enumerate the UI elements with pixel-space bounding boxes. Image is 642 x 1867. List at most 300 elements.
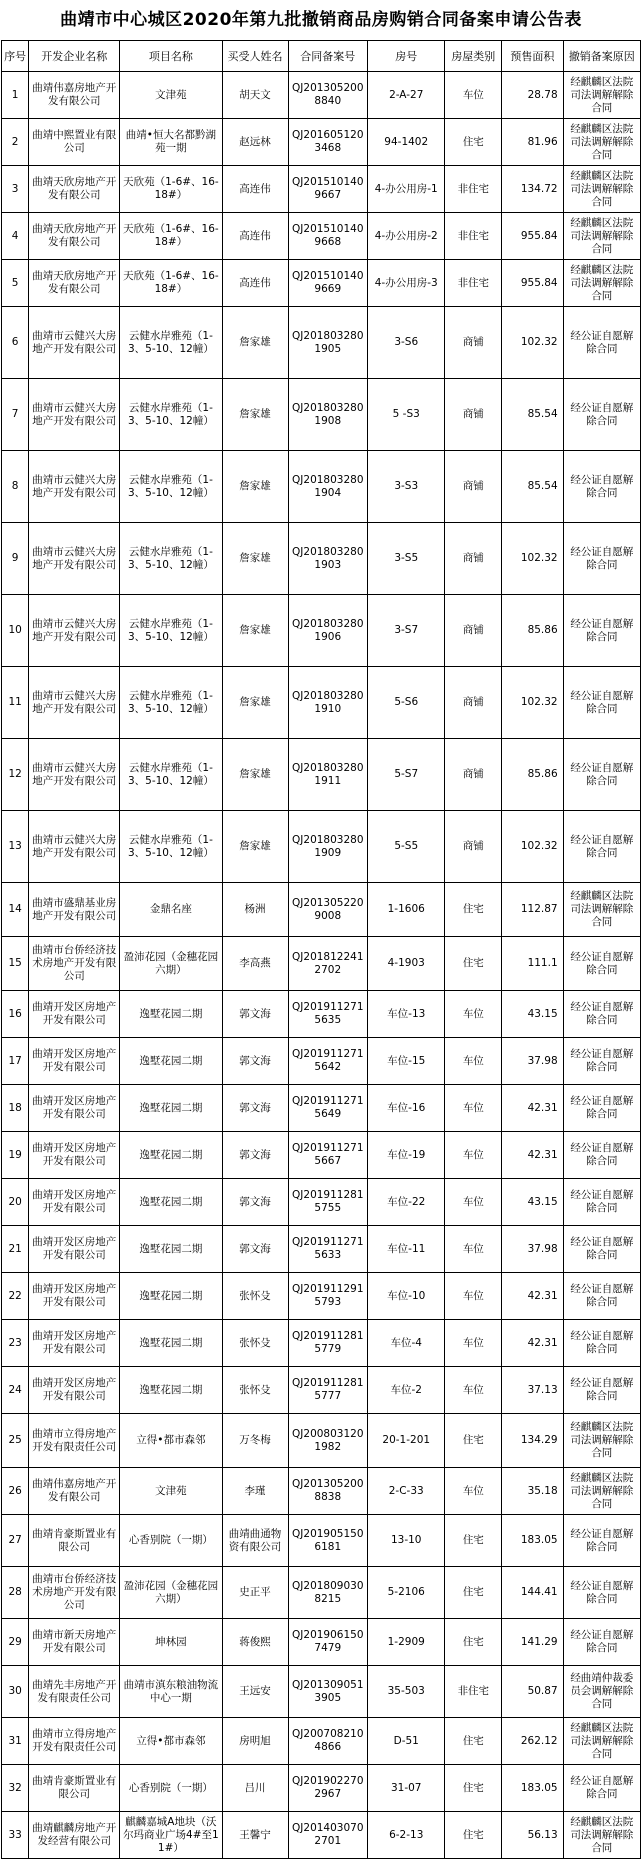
area-cell: 37.98 <box>502 1038 563 1085</box>
project-cell: 云健水岸雅苑（1-3、5-10、12幢） <box>120 595 222 667</box>
room-number-cell: 1-2909 <box>368 1619 445 1666</box>
buyer-cell: 蒋俊熙 <box>222 1619 288 1666</box>
row-number: 18 <box>2 1085 29 1132</box>
reason-cell: 经麒麟区法院司法调解解除合同 <box>563 213 640 260</box>
row-number: 13 <box>2 811 29 883</box>
table-row <box>2 1414 641 1468</box>
buyer-cell: 郭文海 <box>222 1179 288 1226</box>
row-number: 6 <box>2 307 29 379</box>
buyer-cell: 万冬梅 <box>222 1414 288 1468</box>
room-number-cell: 车位-15 <box>368 1038 445 1085</box>
area-cell: 112.87 <box>502 883 563 937</box>
room-number-cell: 车位-11 <box>368 1226 445 1273</box>
property-type-cell: 商铺 <box>445 523 502 595</box>
reason-cell: 经公证自愿解除合同 <box>563 1038 640 1085</box>
developer-cell: 曲靖天欣房地产开发有限公司 <box>29 213 120 260</box>
room-number-cell: 4-办公用房-2 <box>368 213 445 260</box>
row-number: 26 <box>2 1468 29 1515</box>
room-number-cell: 4-办公用房-3 <box>368 260 445 307</box>
area-cell: 111.1 <box>502 937 563 991</box>
row-number: 32 <box>2 1765 29 1812</box>
developer-cell: 曲靖伟嘉房地产开发有限公司 <box>29 72 120 119</box>
developer-cell: 曲靖开发区房地产开发有限公司 <box>29 1038 120 1085</box>
area-cell: 85.54 <box>502 451 563 523</box>
row-number: 27 <box>2 1515 29 1567</box>
reason-cell: 经麒麟区法院司法调解解除合同 <box>563 1414 640 1468</box>
property-type-cell: 车位 <box>445 72 502 119</box>
developer-cell: 曲靖肯豪斯置业有限公司 <box>29 1515 120 1567</box>
property-type-cell: 商铺 <box>445 379 502 451</box>
project-cell: 云健水岸雅苑（1-3、5-10、12幢） <box>120 811 222 883</box>
table-row <box>2 1367 641 1414</box>
project-cell: 立得•都市森邻 <box>120 1718 222 1765</box>
row-number: 17 <box>2 1038 29 1085</box>
column-header: 房屋类别 <box>445 41 502 72</box>
table-row <box>2 213 641 260</box>
table-row <box>2 991 641 1038</box>
column-header: 序号 <box>2 41 29 72</box>
reason-cell: 经公证自愿解除合同 <box>563 1765 640 1812</box>
reason-cell: 经公证自愿解除合同 <box>563 1567 640 1619</box>
room-number-cell: 4-1903 <box>368 937 445 991</box>
room-number-cell: 车位-16 <box>368 1085 445 1132</box>
table-row <box>2 811 641 883</box>
property-type-cell: 车位 <box>445 1038 502 1085</box>
contract-number-cell: QJ2018032801909 <box>288 811 368 883</box>
room-number-cell: 1-1606 <box>368 883 445 937</box>
contract-number-cell: QJ2019022702967 <box>288 1765 368 1812</box>
buyer-cell: 高连伟 <box>222 260 288 307</box>
room-number-cell: 3-S6 <box>368 307 445 379</box>
area-cell: 955.84 <box>502 260 563 307</box>
room-number-cell: 车位-13 <box>368 991 445 1038</box>
reason-cell: 经公证自愿解除合同 <box>563 451 640 523</box>
table-row <box>2 1812 641 1859</box>
room-number-cell: 2-A-27 <box>368 72 445 119</box>
property-type-cell: 住宅 <box>445 1567 502 1619</box>
reason-cell: 经公证自愿解除合同 <box>563 991 640 1038</box>
row-number: 2 <box>2 119 29 166</box>
table-row <box>2 166 641 213</box>
developer-cell: 曲靖开发区房地产开发有限公司 <box>29 1085 120 1132</box>
contract-number-cell: QJ2007082104866 <box>288 1718 368 1765</box>
reason-cell: 经公证自愿解除合同 <box>563 1179 640 1226</box>
row-number: 3 <box>2 166 29 213</box>
buyer-cell: 詹家雄 <box>222 811 288 883</box>
table-row <box>2 1226 641 1273</box>
area-cell: 50.87 <box>502 1666 563 1718</box>
developer-cell: 曲靖市云健兴大房地产开发有限公司 <box>29 379 120 451</box>
developer-cell: 曲靖市云健兴大房地产开发有限公司 <box>29 739 120 811</box>
property-type-cell: 非住宅 <box>445 166 502 213</box>
project-cell: 云健水岸雅苑（1-3、5-10、12幢） <box>120 451 222 523</box>
reason-cell: 经公证自愿解除合同 <box>563 1132 640 1179</box>
row-number: 10 <box>2 595 29 667</box>
area-cell: 85.54 <box>502 379 563 451</box>
developer-cell: 曲靖市台侨经济技术房地产开发有限公司 <box>29 1567 120 1619</box>
project-cell: 心香别院（一期） <box>120 1515 222 1567</box>
project-cell: 逸墅花园二期 <box>120 1320 222 1367</box>
area-cell: 42.31 <box>502 1273 563 1320</box>
property-type-cell: 住宅 <box>445 119 502 166</box>
contract-number-cell: QJ2018032801903 <box>288 523 368 595</box>
property-type-cell: 商铺 <box>445 451 502 523</box>
room-number-cell: 3-S7 <box>368 595 445 667</box>
developer-cell: 曲靖市云健兴大房地产开发有限公司 <box>29 307 120 379</box>
table-row <box>2 739 641 811</box>
table-row <box>2 451 641 523</box>
contract-number-cell: QJ2015101409668 <box>288 213 368 260</box>
table-row <box>2 1567 641 1619</box>
contract-number-cell: QJ2013052209008 <box>288 883 368 937</box>
table-row <box>2 119 641 166</box>
table-row <box>2 1132 641 1179</box>
table-row <box>2 1619 641 1666</box>
buyer-cell: 张怀殳 <box>222 1367 288 1414</box>
contract-number-cell: QJ2019112815779 <box>288 1320 368 1367</box>
property-type-cell: 车位 <box>445 1179 502 1226</box>
project-cell: 逸墅花园二期 <box>120 1179 222 1226</box>
row-number: 23 <box>2 1320 29 1367</box>
reason-cell: 经公证自愿解除合同 <box>563 667 640 739</box>
row-number: 16 <box>2 991 29 1038</box>
area-cell: 35.18 <box>502 1468 563 1515</box>
area-cell: 134.72 <box>502 166 563 213</box>
property-type-cell: 住宅 <box>445 1515 502 1567</box>
property-type-cell: 车位 <box>445 1132 502 1179</box>
buyer-cell: 高连伟 <box>222 213 288 260</box>
contract-number-cell: QJ2018032801904 <box>288 451 368 523</box>
buyer-cell: 郭文海 <box>222 1038 288 1085</box>
buyer-cell: 张怀殳 <box>222 1320 288 1367</box>
contract-number-cell: QJ2019061507479 <box>288 1619 368 1666</box>
reason-cell: 经公证自愿解除合同 <box>563 1619 640 1666</box>
area-cell: 43.15 <box>502 991 563 1038</box>
developer-cell: 曲靖开发区房地产开发有限公司 <box>29 1273 120 1320</box>
project-cell: 盈沛花园（金穗花园六期） <box>120 937 222 991</box>
property-type-cell: 车位 <box>445 991 502 1038</box>
developer-cell: 曲靖先丰房地产开发有限责任公司 <box>29 1666 120 1718</box>
contract-number-cell: QJ2018032801908 <box>288 379 368 451</box>
reason-cell: 经麒麟区法院司法调解解除合同 <box>563 119 640 166</box>
project-cell: 天欣苑（1-6#、16-18#） <box>120 213 222 260</box>
contract-number-cell: QJ2019112715649 <box>288 1085 368 1132</box>
room-number-cell: 3-S3 <box>368 451 445 523</box>
table-row <box>2 1038 641 1085</box>
project-cell: 云健水岸雅苑（1-3、5-10、12幢） <box>120 379 222 451</box>
area-cell: 56.13 <box>502 1812 563 1859</box>
reason-cell: 经麒麟区法院司法调解解除合同 <box>563 72 640 119</box>
developer-cell: 曲靖开发区房地产开发有限公司 <box>29 1132 120 1179</box>
property-type-cell: 商铺 <box>445 811 502 883</box>
buyer-cell: 李高燕 <box>222 937 288 991</box>
project-cell: 盈沛花园（金穗花园六期） <box>120 1567 222 1619</box>
buyer-cell: 杨洲 <box>222 883 288 937</box>
property-type-cell: 车位 <box>445 1273 502 1320</box>
table-row <box>2 523 641 595</box>
property-type-cell: 车位 <box>445 1226 502 1273</box>
row-number: 25 <box>2 1414 29 1468</box>
buyer-cell: 詹家雄 <box>222 451 288 523</box>
column-header: 项目名称 <box>120 41 222 72</box>
contract-number-cell: QJ2016051203468 <box>288 119 368 166</box>
reason-cell: 经麒麟区法院司法调解解除合同 <box>563 883 640 937</box>
room-number-cell: 4-办公用房-1 <box>368 166 445 213</box>
buyer-cell: 詹家雄 <box>222 307 288 379</box>
table-row <box>2 72 641 119</box>
project-cell: 天欣苑（1-6#、16-18#） <box>120 260 222 307</box>
project-cell: 立得•都市森邻 <box>120 1414 222 1468</box>
property-type-cell: 非住宅 <box>445 213 502 260</box>
table-row <box>2 1273 641 1320</box>
row-number: 30 <box>2 1666 29 1718</box>
column-header: 撤销备案原因 <box>563 41 640 72</box>
area-cell: 141.29 <box>502 1619 563 1666</box>
project-cell: 心香别院（一期） <box>120 1765 222 1812</box>
developer-cell: 曲靖麒麟房地产开发经营有限公司 <box>29 1812 120 1859</box>
buyer-cell: 赵远林 <box>222 119 288 166</box>
contract-number-cell: QJ2015101409669 <box>288 260 368 307</box>
contract-number-cell: QJ2019112815777 <box>288 1367 368 1414</box>
buyer-cell: 詹家雄 <box>222 739 288 811</box>
area-cell: 102.32 <box>502 307 563 379</box>
property-type-cell: 住宅 <box>445 1414 502 1468</box>
area-cell: 183.05 <box>502 1765 563 1812</box>
area-cell: 42.31 <box>502 1320 563 1367</box>
property-type-cell: 商铺 <box>445 307 502 379</box>
buyer-cell: 詹家雄 <box>222 595 288 667</box>
project-cell: 云健水岸雅苑（1-3、5-10、12幢） <box>120 739 222 811</box>
property-type-cell: 住宅 <box>445 1718 502 1765</box>
buyer-cell: 郭文海 <box>222 1132 288 1179</box>
table-header-row <box>2 41 641 72</box>
reason-cell: 经公证自愿解除合同 <box>563 811 640 883</box>
buyer-cell: 曲靖曲通物资有限公司 <box>222 1515 288 1567</box>
project-cell: 文津苑 <box>120 72 222 119</box>
table-row <box>2 1320 641 1367</box>
table-row <box>2 667 641 739</box>
area-cell: 102.32 <box>502 523 563 595</box>
property-type-cell: 非住宅 <box>445 1666 502 1718</box>
row-number: 7 <box>2 379 29 451</box>
area-cell: 42.31 <box>502 1085 563 1132</box>
developer-cell: 曲靖中熙置业有限公司 <box>29 119 120 166</box>
reason-cell: 经公证自愿解除合同 <box>563 739 640 811</box>
row-number: 28 <box>2 1567 29 1619</box>
table-row <box>2 260 641 307</box>
property-type-cell: 商铺 <box>445 667 502 739</box>
row-number: 24 <box>2 1367 29 1414</box>
area-cell: 85.86 <box>502 595 563 667</box>
reason-cell: 经公证自愿解除合同 <box>563 595 640 667</box>
table-row <box>2 307 641 379</box>
row-number: 12 <box>2 739 29 811</box>
room-number-cell: 车位-2 <box>368 1367 445 1414</box>
room-number-cell: 车位-22 <box>368 1179 445 1226</box>
reason-cell: 经公证自愿解除合同 <box>563 1273 640 1320</box>
property-type-cell: 车位 <box>445 1468 502 1515</box>
property-type-cell: 车位 <box>445 1367 502 1414</box>
property-type-cell: 住宅 <box>445 883 502 937</box>
buyer-cell: 王馨宁 <box>222 1812 288 1859</box>
buyer-cell: 郭文海 <box>222 1085 288 1132</box>
developer-cell: 曲靖开发区房地产开发有限公司 <box>29 1179 120 1226</box>
reason-cell: 经公证自愿解除合同 <box>563 379 640 451</box>
announcement-table <box>1 40 641 1859</box>
project-cell: 天欣苑（1-6#、16-18#） <box>120 166 222 213</box>
developer-cell: 曲靖开发区房地产开发有限公司 <box>29 991 120 1038</box>
developer-cell: 曲靖开发区房地产开发有限公司 <box>29 1367 120 1414</box>
buyer-cell: 詹家雄 <box>222 667 288 739</box>
reason-cell: 经麒麟区法院司法调解解除合同 <box>563 1468 640 1515</box>
row-number: 19 <box>2 1132 29 1179</box>
developer-cell: 曲靖市立得房地产开发有限责任公司 <box>29 1414 120 1468</box>
contract-number-cell: QJ2019112715633 <box>288 1226 368 1273</box>
property-type-cell: 住宅 <box>445 1812 502 1859</box>
table-row <box>2 883 641 937</box>
developer-cell: 曲靖开发区房地产开发有限公司 <box>29 1226 120 1273</box>
row-number: 14 <box>2 883 29 937</box>
buyer-cell: 郭文海 <box>222 991 288 1038</box>
project-cell: 云健水岸雅苑（1-3、5-10、12幢） <box>120 667 222 739</box>
project-cell: 坤林园 <box>120 1619 222 1666</box>
table-row <box>2 1718 641 1765</box>
project-cell: 逸墅花园二期 <box>120 1367 222 1414</box>
developer-cell: 曲靖市云健兴大房地产开发有限公司 <box>29 667 120 739</box>
project-cell: 云健水岸雅苑（1-3、5-10、12幢） <box>120 307 222 379</box>
room-number-cell: 5-S7 <box>368 739 445 811</box>
reason-cell: 经麒麟区法院司法调解解除合同 <box>563 1718 640 1765</box>
contract-number-cell: QJ2018090308215 <box>288 1567 368 1619</box>
developer-cell: 曲靖市云健兴大房地产开发有限公司 <box>29 451 120 523</box>
contract-number-cell: QJ2013052008838 <box>288 1468 368 1515</box>
reason-cell: 经麒麟区法院司法调解解除合同 <box>563 260 640 307</box>
row-number: 11 <box>2 667 29 739</box>
project-cell: 逸墅花园二期 <box>120 1226 222 1273</box>
buyer-cell: 胡天文 <box>222 72 288 119</box>
reason-cell: 经公证自愿解除合同 <box>563 523 640 595</box>
reason-cell: 经麒麟区法院司法调解解除合同 <box>563 166 640 213</box>
table-row <box>2 1468 641 1515</box>
area-cell: 85.86 <box>502 739 563 811</box>
buyer-cell: 李瑾 <box>222 1468 288 1515</box>
project-cell: 逸墅花园二期 <box>120 991 222 1038</box>
room-number-cell: 5-S5 <box>368 811 445 883</box>
area-cell: 134.29 <box>502 1414 563 1468</box>
developer-cell: 曲靖市云健兴大房地产开发有限公司 <box>29 811 120 883</box>
project-cell: 麒麟嘉城A地块（沃尔玛商业广场4#至11#） <box>120 1812 222 1859</box>
reason-cell: 经公证自愿解除合同 <box>563 1085 640 1132</box>
room-number-cell: D-51 <box>368 1718 445 1765</box>
property-type-cell: 住宅 <box>445 1765 502 1812</box>
area-cell: 102.32 <box>502 667 563 739</box>
buyer-cell: 张怀殳 <box>222 1273 288 1320</box>
project-cell: 逸墅花园二期 <box>120 1085 222 1132</box>
contract-number-cell: QJ2014030702701 <box>288 1812 368 1859</box>
row-number: 1 <box>2 72 29 119</box>
project-cell: 曲靖•恒大名都黔湖苑一期 <box>120 119 222 166</box>
area-cell: 102.32 <box>502 811 563 883</box>
contract-number-cell: QJ2013090513905 <box>288 1666 368 1718</box>
contract-number-cell: QJ2019051506181 <box>288 1515 368 1567</box>
buyer-cell: 吕川 <box>222 1765 288 1812</box>
project-cell: 逸墅花园二期 <box>120 1038 222 1085</box>
project-cell: 逸墅花园二期 <box>120 1273 222 1320</box>
contract-number-cell: QJ2008031201982 <box>288 1414 368 1468</box>
contract-number-cell: QJ2019112815755 <box>288 1179 368 1226</box>
column-header: 开发企业名称 <box>29 41 120 72</box>
table-row <box>2 1515 641 1567</box>
column-header: 房号 <box>368 41 445 72</box>
project-cell: 曲靖市滇东粮油物流中心一期 <box>120 1666 222 1718</box>
room-number-cell: 5-2106 <box>368 1567 445 1619</box>
room-number-cell: 2-C-33 <box>368 1468 445 1515</box>
buyer-cell: 史正平 <box>222 1567 288 1619</box>
row-number: 22 <box>2 1273 29 1320</box>
property-type-cell: 住宅 <box>445 937 502 991</box>
column-header: 合同备案号 <box>288 41 368 72</box>
area-cell: 42.31 <box>502 1132 563 1179</box>
room-number-cell: 35-503 <box>368 1666 445 1718</box>
developer-cell: 曲靖市盛鼎基业房地产开发有限公司 <box>29 883 120 937</box>
row-number: 21 <box>2 1226 29 1273</box>
reason-cell: 经麒麟区法院司法调解解除合同 <box>563 1812 640 1859</box>
property-type-cell: 非住宅 <box>445 260 502 307</box>
area-cell: 262.12 <box>502 1718 563 1765</box>
table-row <box>2 1666 641 1718</box>
area-cell: 81.96 <box>502 119 563 166</box>
buyer-cell: 詹家雄 <box>222 523 288 595</box>
developer-cell: 曲靖市立得房地产开发有限责任公司 <box>29 1718 120 1765</box>
property-type-cell: 车位 <box>445 1085 502 1132</box>
table-row <box>2 937 641 991</box>
area-cell: 183.05 <box>502 1515 563 1567</box>
room-number-cell: 车位-10 <box>368 1273 445 1320</box>
table-row <box>2 1765 641 1812</box>
contract-number-cell: QJ2019112715635 <box>288 991 368 1038</box>
developer-cell: 曲靖天欣房地产开发有限公司 <box>29 166 120 213</box>
area-cell: 37.13 <box>502 1367 563 1414</box>
area-cell: 28.78 <box>502 72 563 119</box>
project-cell: 文津苑 <box>120 1468 222 1515</box>
buyer-cell: 郭文海 <box>222 1226 288 1273</box>
table-row <box>2 379 641 451</box>
developer-cell: 曲靖伟嘉房地产开发有限公司 <box>29 1468 120 1515</box>
room-number-cell: 5-S6 <box>368 667 445 739</box>
project-cell: 逸墅花园二期 <box>120 1132 222 1179</box>
contract-number-cell: QJ2018032801905 <box>288 307 368 379</box>
table-row <box>2 595 641 667</box>
reason-cell: 经公证自愿解除合同 <box>563 307 640 379</box>
table-row <box>2 1179 641 1226</box>
room-number-cell: 3-S5 <box>368 523 445 595</box>
developer-cell: 曲靖市云健兴大房地产开发有限公司 <box>29 523 120 595</box>
reason-cell: 经公证自愿解除合同 <box>563 1320 640 1367</box>
property-type-cell: 商铺 <box>445 595 502 667</box>
room-number-cell: 6-2-13 <box>368 1812 445 1859</box>
room-number-cell: 5 -S3 <box>368 379 445 451</box>
row-number: 31 <box>2 1718 29 1765</box>
contract-number-cell: QJ2019112915793 <box>288 1273 368 1320</box>
room-number-cell: 车位-4 <box>368 1320 445 1367</box>
row-number: 33 <box>2 1812 29 1859</box>
contract-number-cell: QJ2018122412702 <box>288 937 368 991</box>
contract-number-cell: QJ2018032801906 <box>288 595 368 667</box>
contract-number-cell: QJ2019112715667 <box>288 1132 368 1179</box>
area-cell: 37.98 <box>502 1226 563 1273</box>
developer-cell: 曲靖开发区房地产开发有限公司 <box>29 1320 120 1367</box>
column-header: 买受人姓名 <box>222 41 288 72</box>
